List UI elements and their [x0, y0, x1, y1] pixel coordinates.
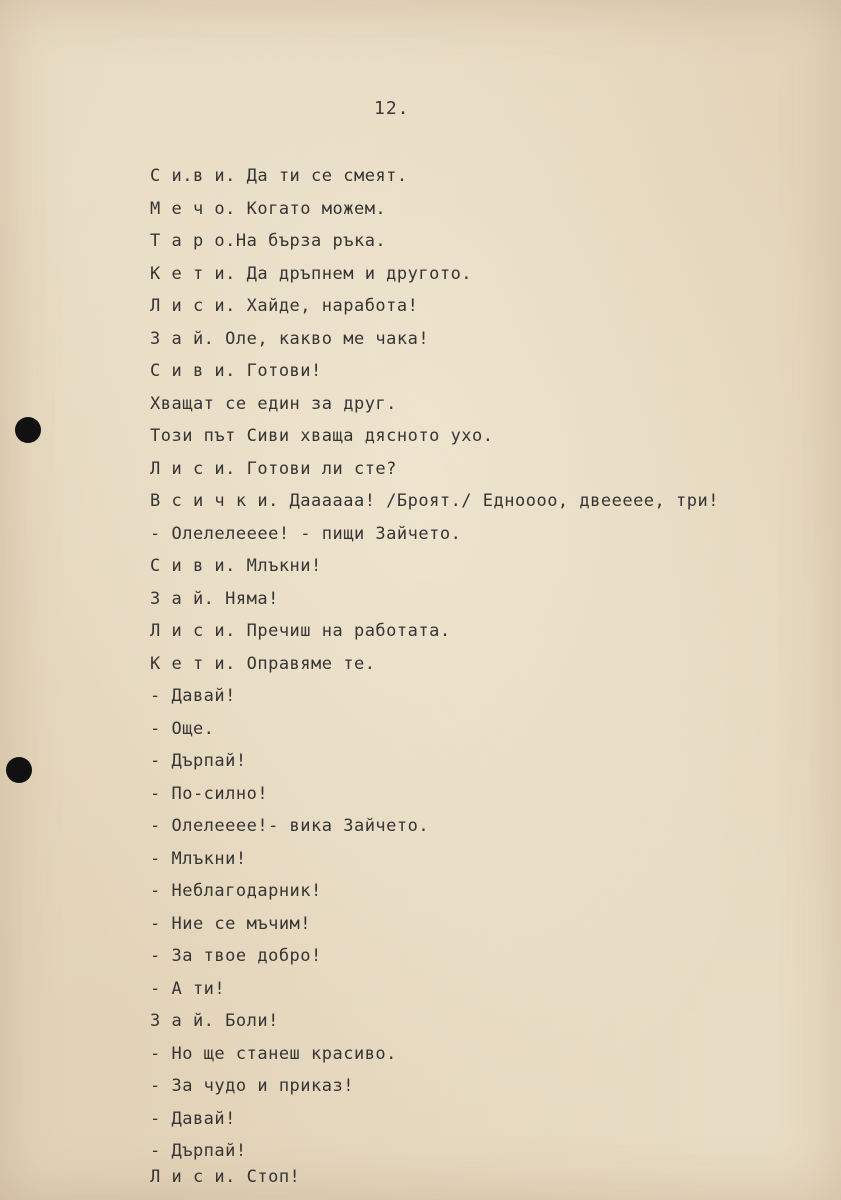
- script-text: [150, 163, 810, 1197]
- punch-hole: [6, 757, 32, 783]
- script-line: С и в и. Млъкни!: [150, 556, 322, 576]
- script-line: Л и с и. Стоп!: [150, 1167, 301, 1187]
- script-line: - Олелелееее! - пищи Зайчето.: [150, 523, 462, 544]
- script-line: - Още.: [150, 718, 215, 739]
- script-line: - Дърпай!: [150, 1141, 247, 1161]
- script-line: - Олелееее!- вика Зайчето.: [150, 816, 430, 836]
- script-line: Л и с и. Готови ли сте?: [150, 458, 397, 479]
- script-line: З а й. Оле, какво ме чака!: [150, 328, 430, 349]
- script-line: С и.в и. Да ти се смеят.: [150, 166, 408, 186]
- script-line: Хващат се един за друг.: [150, 393, 397, 414]
- script-line: - По-силно!: [150, 783, 269, 804]
- script-line: Л и с и. Хайде, наработа!: [150, 296, 419, 316]
- script-line: - Ние се мъчим!: [150, 913, 312, 934]
- script-line: С и в и. Готови!: [150, 361, 322, 381]
- punch-hole: [15, 417, 41, 443]
- script-line: З а й. Няма!: [150, 588, 279, 609]
- script-line: К е т и. Оправяме те.: [150, 653, 376, 674]
- script-line: - Млъкни!: [150, 848, 247, 869]
- script-line: Л и с и. Пречиш на работата.: [150, 621, 451, 641]
- script-line: Този път Сиви хваща дясното ухо.: [150, 426, 494, 446]
- page-number: 12.: [374, 98, 410, 119]
- script-line: - Давай!: [150, 686, 236, 706]
- script-line: - А ти!: [150, 978, 226, 999]
- script-line: М е ч о. Когато можем.: [150, 198, 387, 219]
- script-line: В с и ч к и. Даааааа! /Броят./ Едноооо, двеееее, три!: [150, 491, 719, 511]
- script-line: Т а р о.На бърза ръка.: [150, 231, 387, 251]
- script-line: - За чудо и приказ!: [150, 1076, 354, 1096]
- script-line: З а й. Боли!: [150, 1011, 279, 1031]
- script-line: - Давай!: [150, 1108, 236, 1129]
- script-line: - Дърпай!: [150, 751, 247, 771]
- script-line: - За твое добро!: [150, 946, 322, 966]
- script-line: К е т и. Да дръпнем и другото.: [150, 263, 473, 284]
- script-line: - Неблагодарник!: [150, 881, 322, 901]
- script-line: - Но ще станеш красиво.: [150, 1043, 397, 1064]
